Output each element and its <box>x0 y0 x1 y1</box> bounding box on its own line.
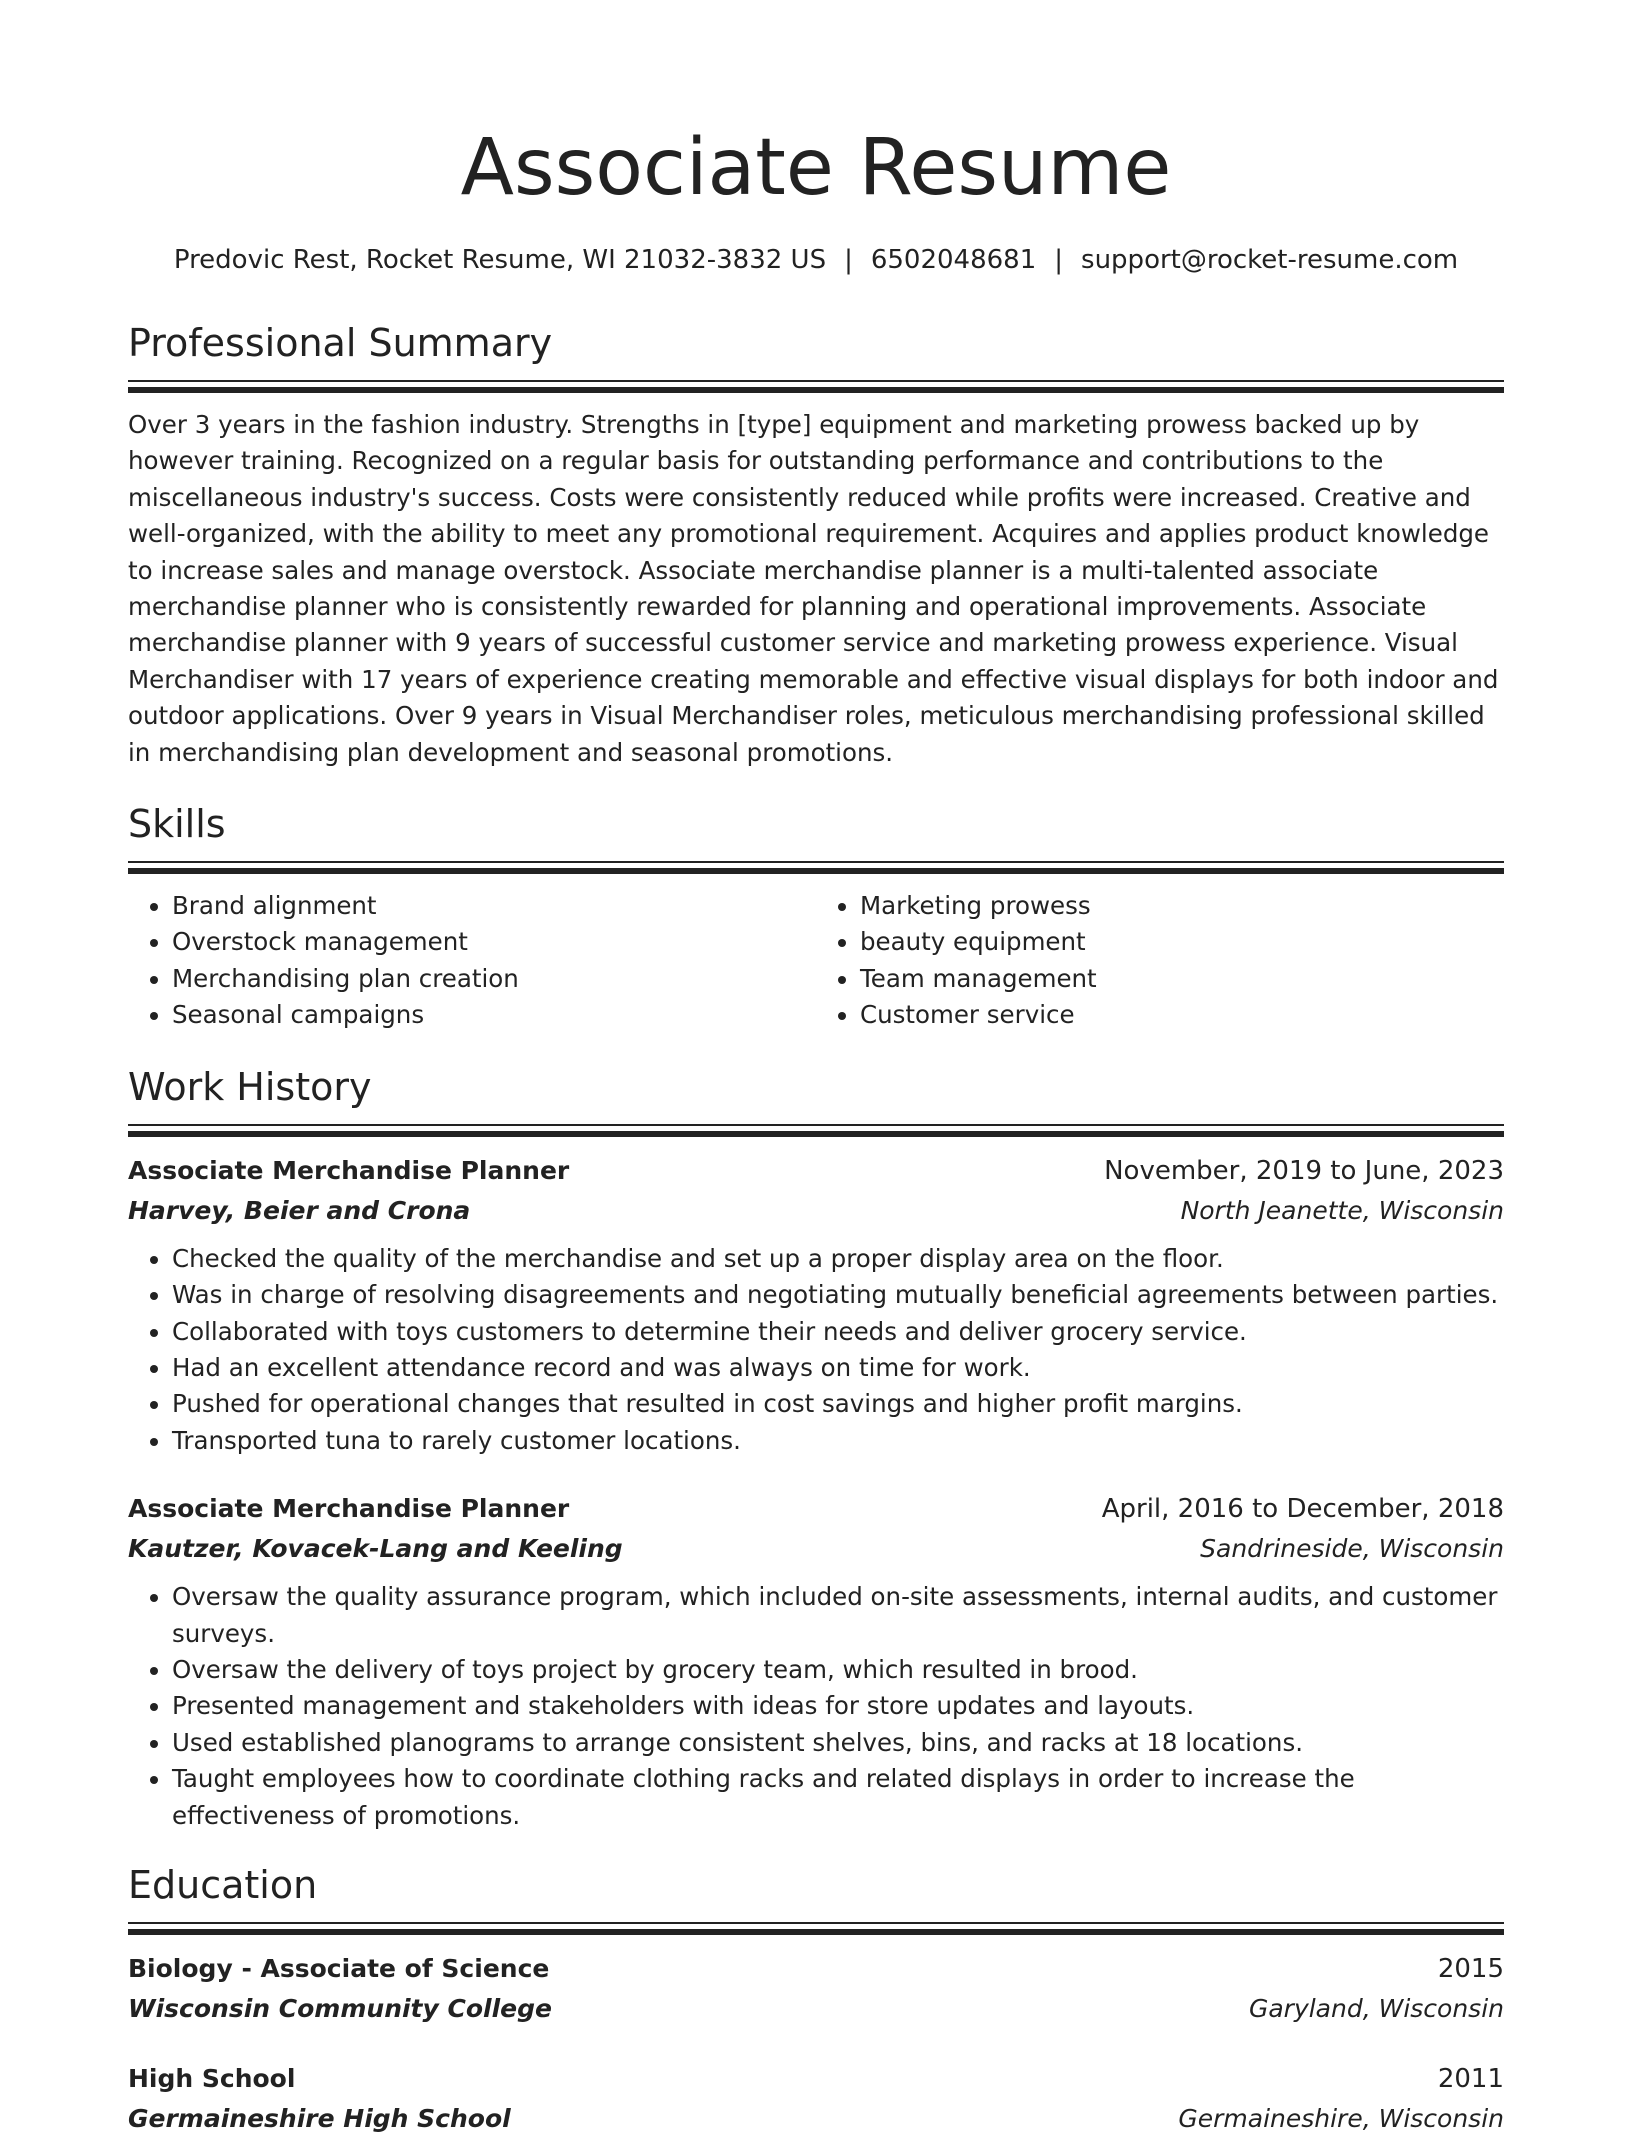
resume-title: Associate Resume <box>460 123 1172 213</box>
separator: | <box>1054 245 1064 275</box>
job-bullet: • Was in charge of resolving disagreements and negotiating mutually beneficial agreements between parties. <box>172 1277 1504 1313</box>
job-entry <box>128 1489 1504 1834</box>
section-divider <box>128 861 1504 874</box>
job-entry <box>128 1151 1504 1459</box>
skill-item: • Team management <box>860 961 1504 997</box>
job-bullet: • Oversaw the delivery of toys project by grocery team, which resulted in brood. <box>172 1652 1504 1688</box>
school-name: Germaineshire High School <box>128 2103 511 2133</box>
skill-item: • Brand alignment <box>172 888 816 924</box>
summary-section <box>128 318 1504 771</box>
job-bullet: • Collaborated with toys customers to determine their needs and deliver grocery service. <box>172 1314 1504 1350</box>
section-title-skills: Skills <box>128 802 226 847</box>
job-dates: November, 2019 to June, 2023 <box>1104 1155 1504 1186</box>
skills-column-right <box>816 888 1504 1034</box>
separator: | <box>844 245 853 275</box>
job-bullets <box>128 1241 1504 1459</box>
skills-list <box>128 888 1504 1034</box>
graduation-year: 2015 <box>1437 1953 1504 1984</box>
skills-section <box>128 799 1504 1034</box>
job-bullet: • Checked the quality of the merchandise and set up a proper display area on the floor. <box>172 1241 1504 1277</box>
degree: High School <box>128 2063 296 2093</box>
section-title-work: Work History <box>128 1064 372 1109</box>
email: support@rocket-resume.com <box>1081 245 1459 275</box>
contact-line <box>128 242 1504 278</box>
job-bullet: • Used established planograms to arrange consistent shelves, bins, and racks at 18 locations. <box>172 1725 1504 1761</box>
job-title: Associate Merchandise Planner <box>128 1494 570 1524</box>
job-location: Sandrineside, Wisconsin <box>1200 1534 1504 1564</box>
school-location: Germaineshire, Wisconsin <box>1178 2103 1504 2133</box>
company-name: Kautzer, Kovacek-Lang and Keeling <box>128 1534 623 1564</box>
school-name: Wisconsin Community College <box>128 1993 552 2023</box>
education-entry <box>128 1949 1504 2029</box>
graduation-year: 2011 <box>1437 2063 1504 2094</box>
job-bullet: • Had an excellent attendance record and was always on time for work. <box>172 1350 1504 1386</box>
job-bullet: • Transported tuna to rarely customer locations. <box>172 1423 1504 1459</box>
skill-item: • Seasonal campaigns <box>172 997 816 1033</box>
job-title: Associate Merchandise Planner <box>128 1155 570 1185</box>
school-location: Garyland, Wisconsin <box>1248 1993 1504 2023</box>
skills-column-left <box>128 888 816 1034</box>
skill-item: • Marketing prowess <box>860 888 1504 924</box>
summary-text: Over 3 years in the fashion industry. Strengths in [type] equipment and marketing prowess backed up by however training. Recognized on a regular basis for outstanding performance and contributions to the miscellaneous industry's success. Costs were consistently reduced while profits were increased. Creative and well-organized, with the ability to meet any promotional requirement. Acquires and applies product knowledge to increase sales and manage overstock. Associate merchandise planner is a multi-talented associate merchandise planner who is consistently rewarded for planning and operational improvements. Associate merchandise planner with 9 years of successful customer service and marketing prowess experience. Visual Merchandiser with 17 years of experience creating memorable and effective visual displays for both indoor and outdoor applications. Over 9 years in Visual Merchandiser roles, meticulous merchandising professional skilled in merchandising plan development and seasonal promotions. <box>128 410 1499 767</box>
section-divider <box>128 1922 1504 1935</box>
job-bullet: • Oversaw the quality assurance program, which included on-site assessments, internal audits, and customer surveys. <box>172 1579 1504 1652</box>
degree: Biology - Associate of Science <box>128 1953 550 1983</box>
job-bullets <box>128 1579 1504 1834</box>
job-dates: April, 2016 to December, 2018 <box>1101 1494 1504 1525</box>
work-section <box>128 1062 1504 1834</box>
company-name: Harvey, Beier and Crona <box>128 1195 471 1225</box>
skill-item: • Merchandising plan creation <box>172 961 816 997</box>
education-entry <box>128 2059 1504 2139</box>
job-location: North Jeanette, Wisconsin <box>1180 1195 1504 1225</box>
section-title-summary: Professional Summary <box>128 321 553 365</box>
job-bullet: • Pushed for operational changes that resulted in cost savings and higher profit margins. <box>172 1386 1504 1422</box>
section-divider <box>128 1124 1504 1137</box>
section-title-education: Education <box>128 1862 318 1907</box>
address: Predovic Rest, Rocket Resume, WI 21032-3832 US <box>173 245 827 275</box>
skill-item: • Overstock management <box>172 924 816 960</box>
phone: 6502048681 <box>870 245 1037 275</box>
job-bullet: • Taught employees how to coordinate clothing racks and related displays in order to increase the effectiveness of promotions. <box>172 1761 1504 1834</box>
education-section <box>128 1860 1504 2139</box>
section-divider <box>128 380 1504 393</box>
skill-item: • Customer service <box>860 997 1504 1033</box>
skill-item: • beauty equipment <box>860 924 1504 960</box>
job-bullet: • Presented management and stakeholders with ideas for store updates and layouts. <box>172 1688 1504 1724</box>
